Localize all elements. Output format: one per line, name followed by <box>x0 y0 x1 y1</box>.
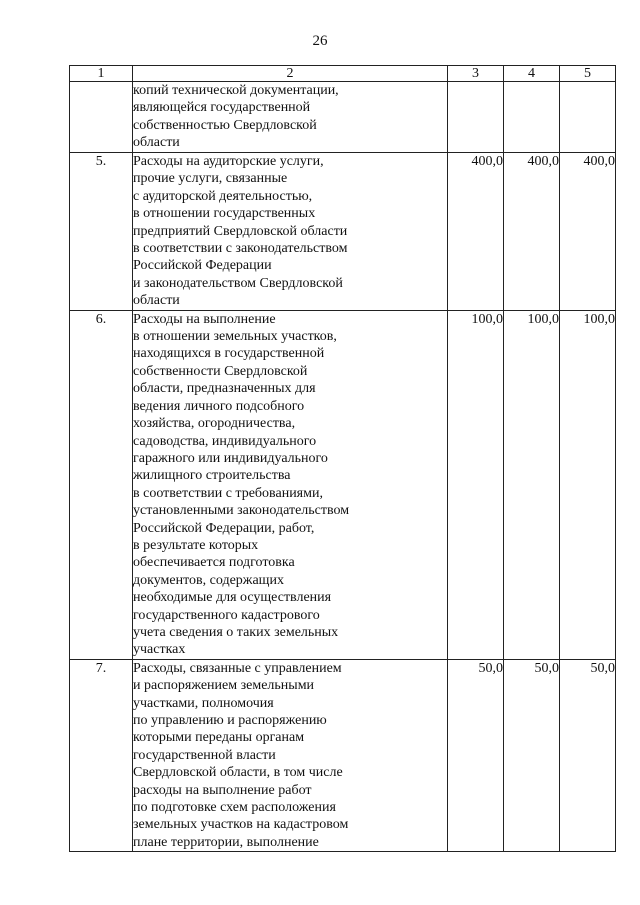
column-header-1: 1 <box>70 66 133 82</box>
column-header-3: 3 <box>448 66 504 82</box>
row-value-col3 <box>448 82 504 153</box>
column-header-4: 4 <box>504 66 560 82</box>
table-row <box>70 82 616 153</box>
row-value-col4: 50,0 <box>504 659 560 851</box>
row-number <box>70 82 133 153</box>
row-description: Расходы на выполнение в отношении земельных участков, находящихся в государственной собственности Свердловской области, предназначенных для ведения личного подсобного хозяйства, огородничества, садоводства, индивидуального гаражного или индивидуального жилищного строительства в соответствии с требованиями, установленными законодательством Российской Федерации, работ, в результате которых обеспечивается подготовка документов, содержащих необходимые для осуществления государственного кадастрового учета сведения о таких земельных участках <box>133 310 448 659</box>
row-value-col5: 50,0 <box>560 659 616 851</box>
column-header-5: 5 <box>560 66 616 82</box>
row-value-col5: 400,0 <box>560 153 616 311</box>
row-value-col5 <box>560 82 616 153</box>
row-number: 6. <box>70 310 133 659</box>
row-value-col3: 50,0 <box>448 659 504 851</box>
table-row <box>70 659 616 851</box>
column-header-2: 2 <box>133 66 448 82</box>
row-value-col4: 100,0 <box>504 310 560 659</box>
table-row <box>70 153 616 311</box>
row-value-col3: 400,0 <box>448 153 504 311</box>
row-description: Расходы на аудиторские услуги, прочие услуги, связанные с аудиторской деятельностью, в отношении государственных предприятий Свердловской области в соответствии с законодательством Российской Федерации и законодательством Свердловской области <box>133 153 448 311</box>
table-header-row <box>70 66 616 82</box>
table-row <box>70 310 616 659</box>
row-value-col4 <box>504 82 560 153</box>
row-number: 7. <box>70 659 133 851</box>
page-number: 26 <box>312 33 328 49</box>
row-value-col4: 400,0 <box>504 153 560 311</box>
row-description: Расходы, связанные с управлением и распоряжением земельными участками, полномочия по управлению и распоряжению которыми переданы органам государственной власти Свердловской области, в том числе расходы на выполнение работ по подготовке схем расположения земельных участков на кадастровом плане территории, выполнение <box>133 659 448 851</box>
row-value-col3: 100,0 <box>448 310 504 659</box>
row-number: 5. <box>70 153 133 311</box>
budget-table <box>69 65 616 852</box>
row-value-col5: 100,0 <box>560 310 616 659</box>
row-description: копий технической документации, являющейся государственной собственностью Свердловской области <box>133 82 448 153</box>
